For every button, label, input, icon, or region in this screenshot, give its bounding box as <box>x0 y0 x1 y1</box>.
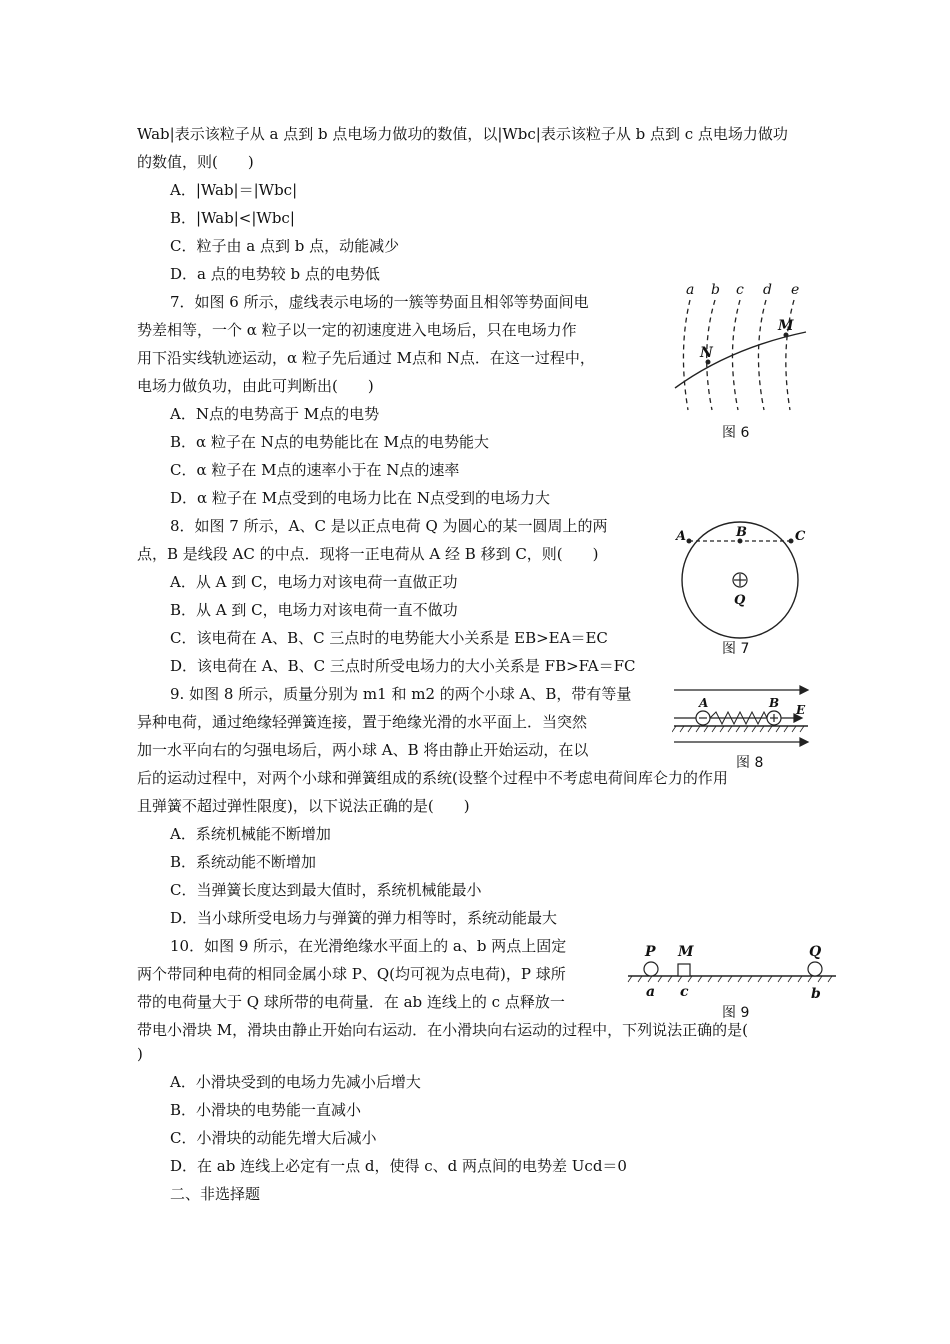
label-b: b <box>711 282 720 298</box>
q6-option-d: D．a 点的电势较 b 点的电势低 <box>170 265 380 283</box>
label-q: Q <box>809 944 822 960</box>
label-e: E <box>796 703 806 717</box>
q10-line-4: 带电小滑块 M，滑块由静止开始向右运动．在小滑块向右运动的过程中，下列说法正确的是( <box>137 1021 748 1039</box>
q9-line-3: 加一水平向右的匀强电场后，两小球 A、B 将由静止开始运动，在以 <box>137 741 589 759</box>
q6-option-b: B．|Wab|<|Wbc| <box>170 209 295 227</box>
q7-option-c: C．α 粒子在 M点的速率小于在 N点的速率 <box>170 461 460 479</box>
q6-line-2: 的数值，则( ) <box>137 153 254 171</box>
q9-option-d: D．当小球所受电场力与弹簧的弹力相等时，系统动能最大 <box>170 909 558 927</box>
q8-option-c: C．该电荷在 A、B、C 三点时的电势能大小关系是 EB>EA＝EC <box>170 629 608 647</box>
label-p: P <box>645 944 656 960</box>
label-n: N <box>700 345 713 361</box>
q8-option-b: B．从 A 到 C，电场力对该电荷一直不做功 <box>170 601 458 619</box>
figure-9 <box>620 940 840 1002</box>
figure-6-caption: 图 6 <box>722 425 750 441</box>
q9-line-5: 且弹簧不超过弹性限度)，以下说法正确的是( ) <box>137 797 470 815</box>
label-b: B <box>769 696 780 710</box>
q9-line-2: 异种电荷，通过绝缘轻弹簧连接，置于绝缘光滑的水平面上．当突然 <box>137 713 588 731</box>
q9-option-c: C．当弹簧长度达到最大值时，系统机械能最小 <box>170 881 482 899</box>
figure-6 <box>660 280 820 420</box>
q8-option-d: D．该电荷在 A、B、C 三点时所受电场力的大小关系是 FB>FA＝FC <box>170 657 636 675</box>
label-m: M <box>678 944 694 960</box>
figure-8-caption: 图 8 <box>736 755 764 771</box>
q7-option-a: A．N点的电势高于 M点的电势 <box>170 405 380 423</box>
figure-9-caption: 图 9 <box>722 1005 750 1021</box>
q7-line-4: 电场力做负功，由此可判断出( ) <box>137 377 374 395</box>
label-c: C <box>795 529 806 544</box>
q10-option-c: C．小滑块的动能先增大后减小 <box>170 1129 377 1147</box>
q6-option-a: A．|Wab|＝|Wbc| <box>170 181 298 199</box>
label-d: d <box>763 282 772 298</box>
equipotential-d <box>758 300 766 410</box>
q8-line-2: 点，B 是线段 AC 的中点．现将一正电荷从 A 经 B 移到 C，则( ) <box>137 545 599 563</box>
label-m: M <box>778 318 794 334</box>
label-c: c <box>736 282 744 298</box>
q10-option-d: D．在 ab 连线上必定有一点 d，使得 c、d 两点间的电势差 Ucd＝0 <box>170 1157 627 1175</box>
figure-8 <box>672 682 817 752</box>
q6-option-c: C．粒子由 a 点到 b 点，动能减少 <box>170 237 400 255</box>
figure-7-caption: 图 7 <box>722 641 750 657</box>
q8-line-1: 8．如图 7 所示，A、C 是以正点电荷 Q 为圆心的某一圆周上的两 <box>170 517 608 535</box>
section-heading: 二、非选择题 <box>170 1185 261 1203</box>
label-a: A <box>699 696 709 710</box>
ball-p <box>644 962 658 976</box>
equipotential-e <box>786 300 794 410</box>
slider-m <box>678 964 690 976</box>
q9-option-b: B．系统动能不断增加 <box>170 853 317 871</box>
q7-line-3: 用下沿实线轨迹运动，α 粒子先后通过 M点和 N点．在这一过程中， <box>137 349 595 367</box>
q9-line-1: 9. 如图 8 所示，质量分别为 m1 和 m2 的两个小球 A、B，带有等量 <box>170 685 632 703</box>
label-c: c <box>680 984 689 1000</box>
label-q: Q <box>734 593 746 608</box>
q10-line-2: 两个带同种电荷的相同金属小球 P、Q(均可视为点电荷)，P 球所 <box>137 965 566 983</box>
label-b: b <box>811 986 821 1002</box>
q6-line-1: Wab|表示该粒子从 a 点到 b 点电场力做功的数值，以|Wbc|表示该粒子从 b 点到 c 点电场力做功 <box>137 125 788 143</box>
label-a: A <box>676 529 687 544</box>
q10-option-a: A．小滑块受到的电场力先减小后增大 <box>170 1073 421 1091</box>
q7-option-b: B．α 粒子在 N点的电势能比在 M点的电势能大 <box>170 433 489 451</box>
q7-line-2: 势差相等，一个 α 粒子以一定的初速度进入电场后，只在电场力作 <box>137 321 577 339</box>
q10-option-b: B．小滑块的电势能一直减小 <box>170 1101 362 1119</box>
q10-line-3: 带的电荷量大于 Q 球所带的电荷量．在 ab 连线上的 c 点释放一 <box>137 993 565 1011</box>
label-e: e <box>791 282 800 298</box>
label-a: a <box>646 984 656 1000</box>
q7-option-d: D．α 粒子在 M点受到的电场力比在 N点受到的电场力大 <box>170 489 550 507</box>
figure-7 <box>670 520 810 640</box>
q10-line-1: 10．如图 9 所示，在光滑绝缘水平面上的 a、b 两点上固定 <box>170 937 567 955</box>
q9-option-a: A．系统机械能不断增加 <box>170 825 331 843</box>
q8-option-a: A．从 A 到 C，电场力对该电荷一直做正功 <box>170 573 458 591</box>
label-b: B <box>736 525 747 540</box>
q10-line-5: ) <box>137 1045 143 1063</box>
particle-trajectory <box>675 332 806 388</box>
q9-line-4: 后的运动过程中，对两个小球和弹簧组成的系统(设整个过程中不考虑电荷间库仑力的作用 <box>137 769 728 787</box>
q7-line-1: 7．如图 6 所示，虚线表示电场的一簇等势面且相邻等势面间电 <box>170 293 589 311</box>
equipotential-a <box>683 300 690 410</box>
label-a: a <box>686 282 695 298</box>
ball-q <box>808 962 822 976</box>
